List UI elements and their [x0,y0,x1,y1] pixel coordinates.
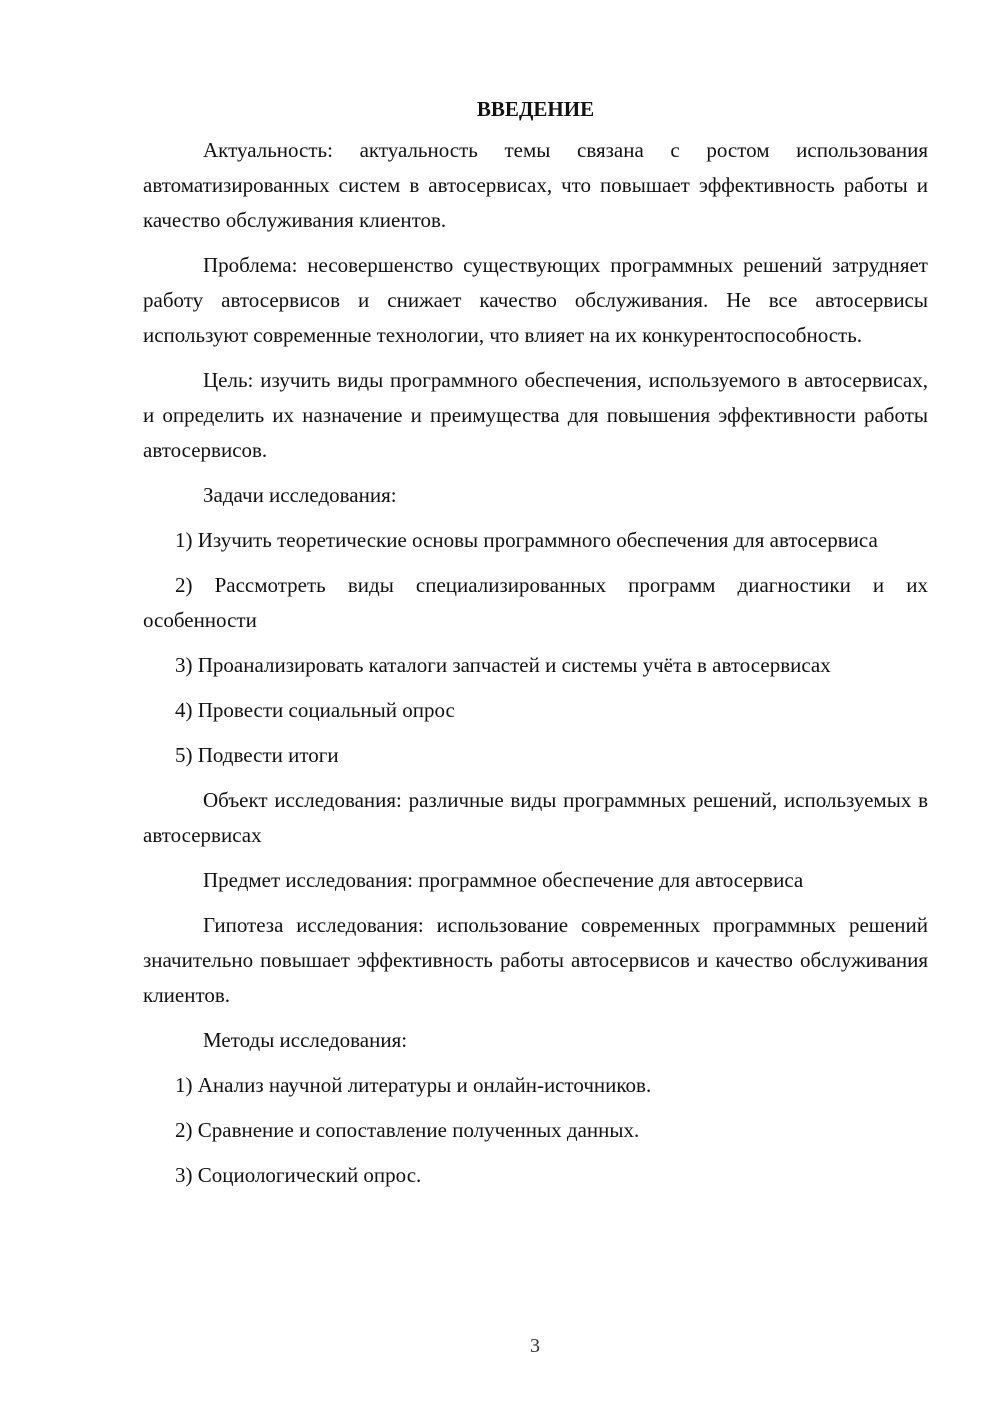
paragraph-relevance: Актуальность: актуальность темы связана с ростом использования автоматизированных систем в автосервисах, что повышает эффективность работы и качество обслуживания клиентов. [143,138,928,232]
task-item: 2) Рассмотреть виды специализированных программ диагностики и их особенности [143,573,928,632]
paragraph-subject: Предмет исследования: программное обеспечение для автосервиса [203,868,804,892]
task-item: 3) Проанализировать каталоги запчастей и системы учёта в автосервисах [175,653,831,677]
method-item: 2) Сравнение и сопоставление полученных данных. [175,1118,640,1142]
paragraph-goal: Цель: изучить виды программного обеспечения, используемого в автосервисах, и определить их назначение и преимущества для повышения эффективности работы автосервисов. [143,368,928,462]
paragraph-object: Объект исследования: различные виды программных решений, используемых в автосервисах [143,788,928,847]
section-title: ВВЕДЕНИЕ [476,97,595,121]
paragraph-problem: Проблема: несовершенство существующих программных решений затрудняет работу автосервисов и снижает качество обслуживания. Не все автосервисы используют современные технологии, что влияет на их конкурентоспособность. [143,253,928,347]
method-item: 1) Анализ научной литературы и онлайн-источников. [175,1073,652,1097]
paragraph-methods-heading: Методы исследования: [203,1028,408,1052]
task-item: 4) Провести социальный опрос [175,698,455,722]
page-content [143,92,928,1203]
paragraph-tasks-heading: Задачи исследования: [203,483,397,507]
paragraph-hypothesis: Гипотеза исследования: использование современных программных решений значительно повышает эффективность работы автосервисов и качество обслуживания клиентов. [143,913,928,1007]
task-item: 1) Изучить теоретические основы программного обеспечения для автосервиса [175,528,878,552]
page-number: 3 [530,1335,540,1357]
task-item: 5) Подвести итоги [175,743,339,767]
method-item: 3) Социологический опрос. [175,1163,422,1187]
